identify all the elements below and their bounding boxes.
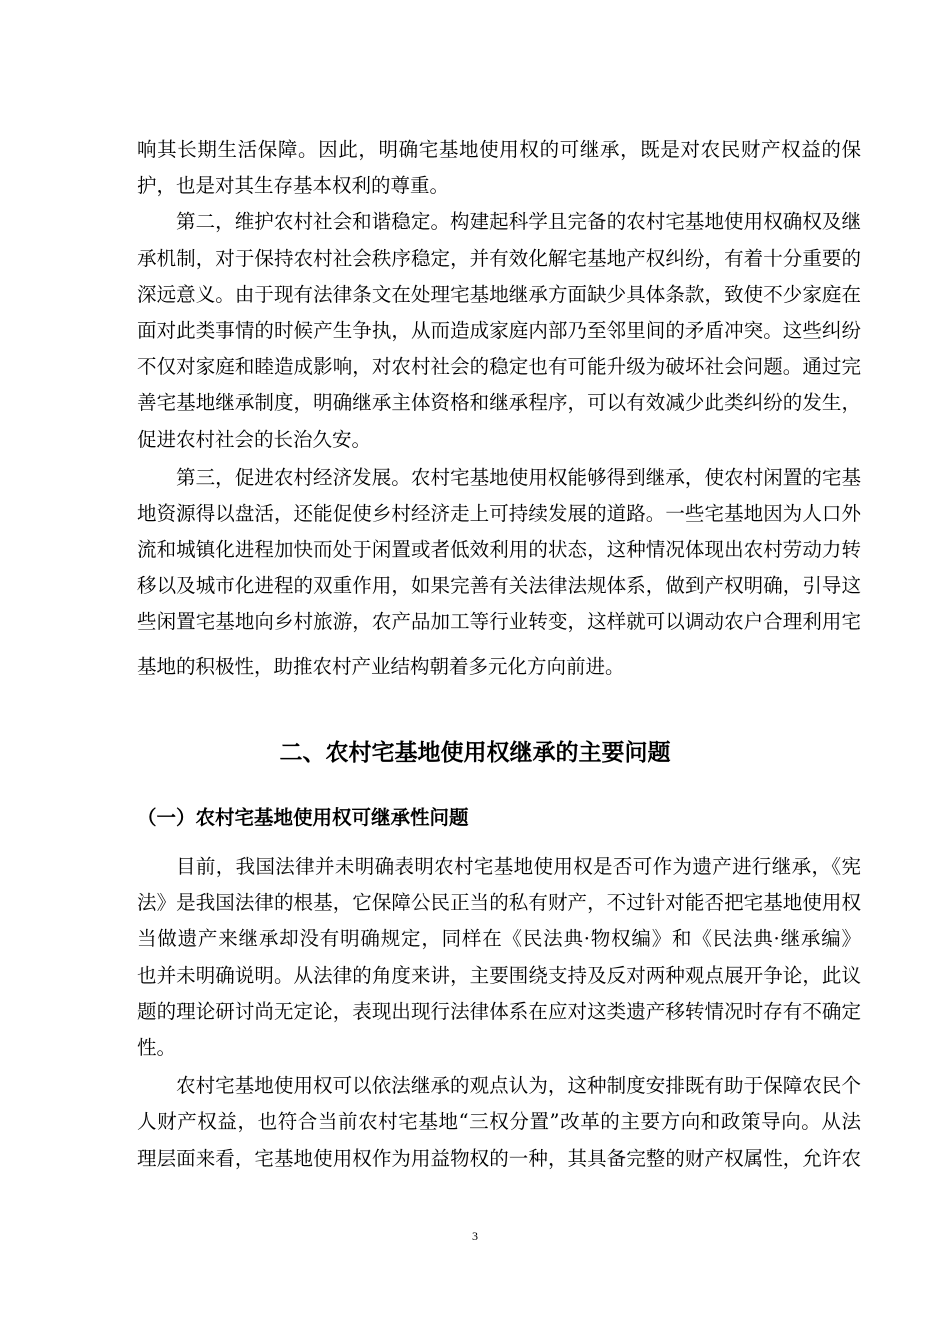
text-line: 第三，促进农村经济发展。农村宅基地使用权能够得到继承，使农村闲置的宅基	[176, 465, 861, 489]
text-line: 法》是我国法律的根基，它保障公民正当的私有财产，不过针对能否把宅基地使用权	[137, 891, 861, 915]
text-line: 促进农村社会的长治久安。	[137, 427, 372, 451]
text-line: 当做遗产来继承却没有明确规定，同样在《民法典·物权编》和《民法典·继承编》	[137, 927, 861, 951]
text-line: 面对此类事情的时候产生争执，从而造成家庭内部乃至邻里间的矛盾冲突。这些纠纷	[137, 318, 861, 342]
page-number: 3	[472, 1229, 478, 1243]
text-line: 地资源得以盘活，还能促使乡村经济走上可持续发展的道路。一些宅基地因为人口外	[137, 501, 861, 525]
body-text-section-1	[137, 132, 861, 685]
text-line: 性。	[137, 1035, 177, 1059]
text-line: 流和城镇化进程加快而处于闲置或者低效利用的状态，这种情况体现出农村劳动力转	[137, 538, 861, 562]
text-line: 第二，维护农村社会和谐稳定。构建起科学且完备的农村宅基地使用权确权及继	[176, 210, 861, 234]
body-text-section-2	[137, 849, 861, 1177]
text-line: 响其长期生活保障。因此，明确宅基地使用权的可继承，既是对农民财产权益的保	[137, 138, 861, 161]
paragraph	[137, 849, 861, 1066]
text-line: 农村宅基地使用权可以依法继承的观点认为，这种制度安排既有助于保障农民个	[176, 1074, 861, 1098]
text-line: 护，也是对其生存基本权利的尊重。	[137, 174, 450, 198]
text-line: 善宅基地继承制度，明确继承主体资格和继承程序，可以有效减少此类纠纷的发生，	[137, 391, 861, 415]
paragraph	[137, 204, 861, 457]
paragraph	[137, 460, 861, 685]
text-line: 人财产权益，也符合当前农村宅基地“三权分置”改革的主要方向和政策导向。从法	[137, 1110, 861, 1134]
text-line: 不仅对家庭和睦造成影响，对农村社会的稳定也有可能升级为破坏社会问题。通过完	[137, 355, 861, 379]
text-line: 承机制，对于保持农村社会秩序稳定，并有效化解宅基地产权纠纷，有着十分重要的	[137, 246, 861, 270]
text-line: 深远意义。由于现有法律条文在处理宅基地继承方面缺少具体条款，致使不少家庭在	[137, 282, 861, 306]
subsection-heading: （一）农村宅基地使用权可继承性问题	[137, 806, 469, 829]
section-heading: 二、农村宅基地使用权继承的主要问题	[279, 740, 671, 766]
text-line: 题的理论研讨尚无定论，表现出现行法律体系在应对这类遗产移转情况时存有不确定	[137, 999, 861, 1023]
text-line: 基地的积极性，助推农村产业结构朝着多元化方向前进。	[137, 654, 625, 678]
text-line: 移以及城市化进程的双重作用，如果完善有关法律法规体系，做到产权明确，引导这	[137, 574, 861, 598]
paragraph	[137, 1068, 861, 1177]
text-line: 目前，我国法律并未明确表明农村宅基地使用权是否可作为遗产进行继承，《宪	[176, 855, 861, 878]
paragraph	[137, 132, 861, 204]
text-line: 也并未明确说明。从法律的角度来讲，主要围绕支持及反对两种观点展开争论，此议	[137, 963, 861, 987]
text-line: 些闲置宅基地向乡村旅游，农产品加工等行业转变，这样就可以调动农户合理利用宅	[137, 610, 861, 634]
text-line: 理层面来看，宅基地使用权作为用益物权的一种，其具备完整的财产权属性，允许农	[137, 1146, 861, 1170]
